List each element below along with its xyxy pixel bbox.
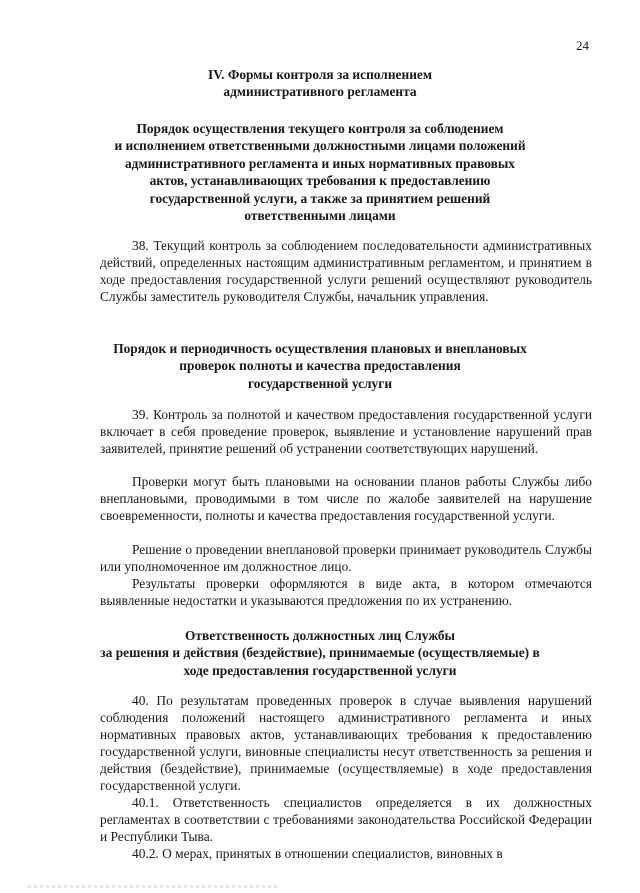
section-title: IV. Формы контроля за исполнением административного регламента <box>208 67 432 100</box>
heading-current-control: Порядок осуществления текущего контроля за соблюдением и исполнением ответственными должностными лицами положений административного регламента и иных нормативных правовых актов, устанавливающих требования к предоставлению государственной услуги, а также за принятием решений ответственными лицами <box>114 121 526 224</box>
paragraph-40: 40. По результатам проведенных проверок в случае выявления нарушений соблюдения положений настоящего административного регламента и иных нормативных правовых актов, устанавливающих требования к предоставлению государственной услуги, виновные специалисты несут ответственность за решения и действия (бездействие), принимаемые (осуществляемые) в ходе предоставления государственной услуги. <box>100 693 592 793</box>
page-number: 24 <box>576 38 589 53</box>
paragraph-39-inspections: Проверки могут быть плановыми на основании планов работы Службы либо внеплановыми, проводимыми в том числе по жалобе заявителей на нарушение своевременности, полноты и качества предоставления государственной услуги. <box>100 474 592 523</box>
paragraph-40-1: 40.1. Ответственность специалистов определяется в их должностных регламентах в соответствии с требованиями законодательства Российской Федерации и Республики Тыва. <box>100 795 592 844</box>
paragraph-39: 39. Контроль за полнотой и качеством предоставления государственной услуги включает в себя проведение проверок, выявление и установление нарушений прав заявителей, принятие решений об устранении соответствующих нарушений. <box>100 407 592 456</box>
paragraph-38: 38. Текущий контроль за соблюдением последовательности административных действий, определенных настоящим административным регламентом, и принятием в ходе предоставления государственной услуги решений осуществляют руководитель Службы заместитель руководителя Службы, начальник управления. <box>100 238 592 304</box>
paragraph-39-results: Результаты проверки оформляются в виде акта, в котором отмечаются выявленные недостатки и указываются предложения по их устранению. <box>100 576 592 608</box>
heading-responsibility: Ответственность должностных лиц Службы за решения и действия (бездействие), принимаемые (осуществляемые) в ходе предоставления государственной услуги <box>100 628 540 678</box>
paragraph-40-2: 40.2. О мерах, принятых в отношении специалистов, виновных в <box>132 846 503 861</box>
scan-edge-artifact <box>28 885 278 888</box>
paragraph-39-decision: Решение о проведении внеплановой проверки принимает руководитель Службы или уполномоченное им должностное лицо. <box>100 542 592 574</box>
heading-inspections: Порядок и периодичность осуществления плановых и внеплановых проверок полноты и качества предоставления государственной услуги <box>113 341 527 391</box>
